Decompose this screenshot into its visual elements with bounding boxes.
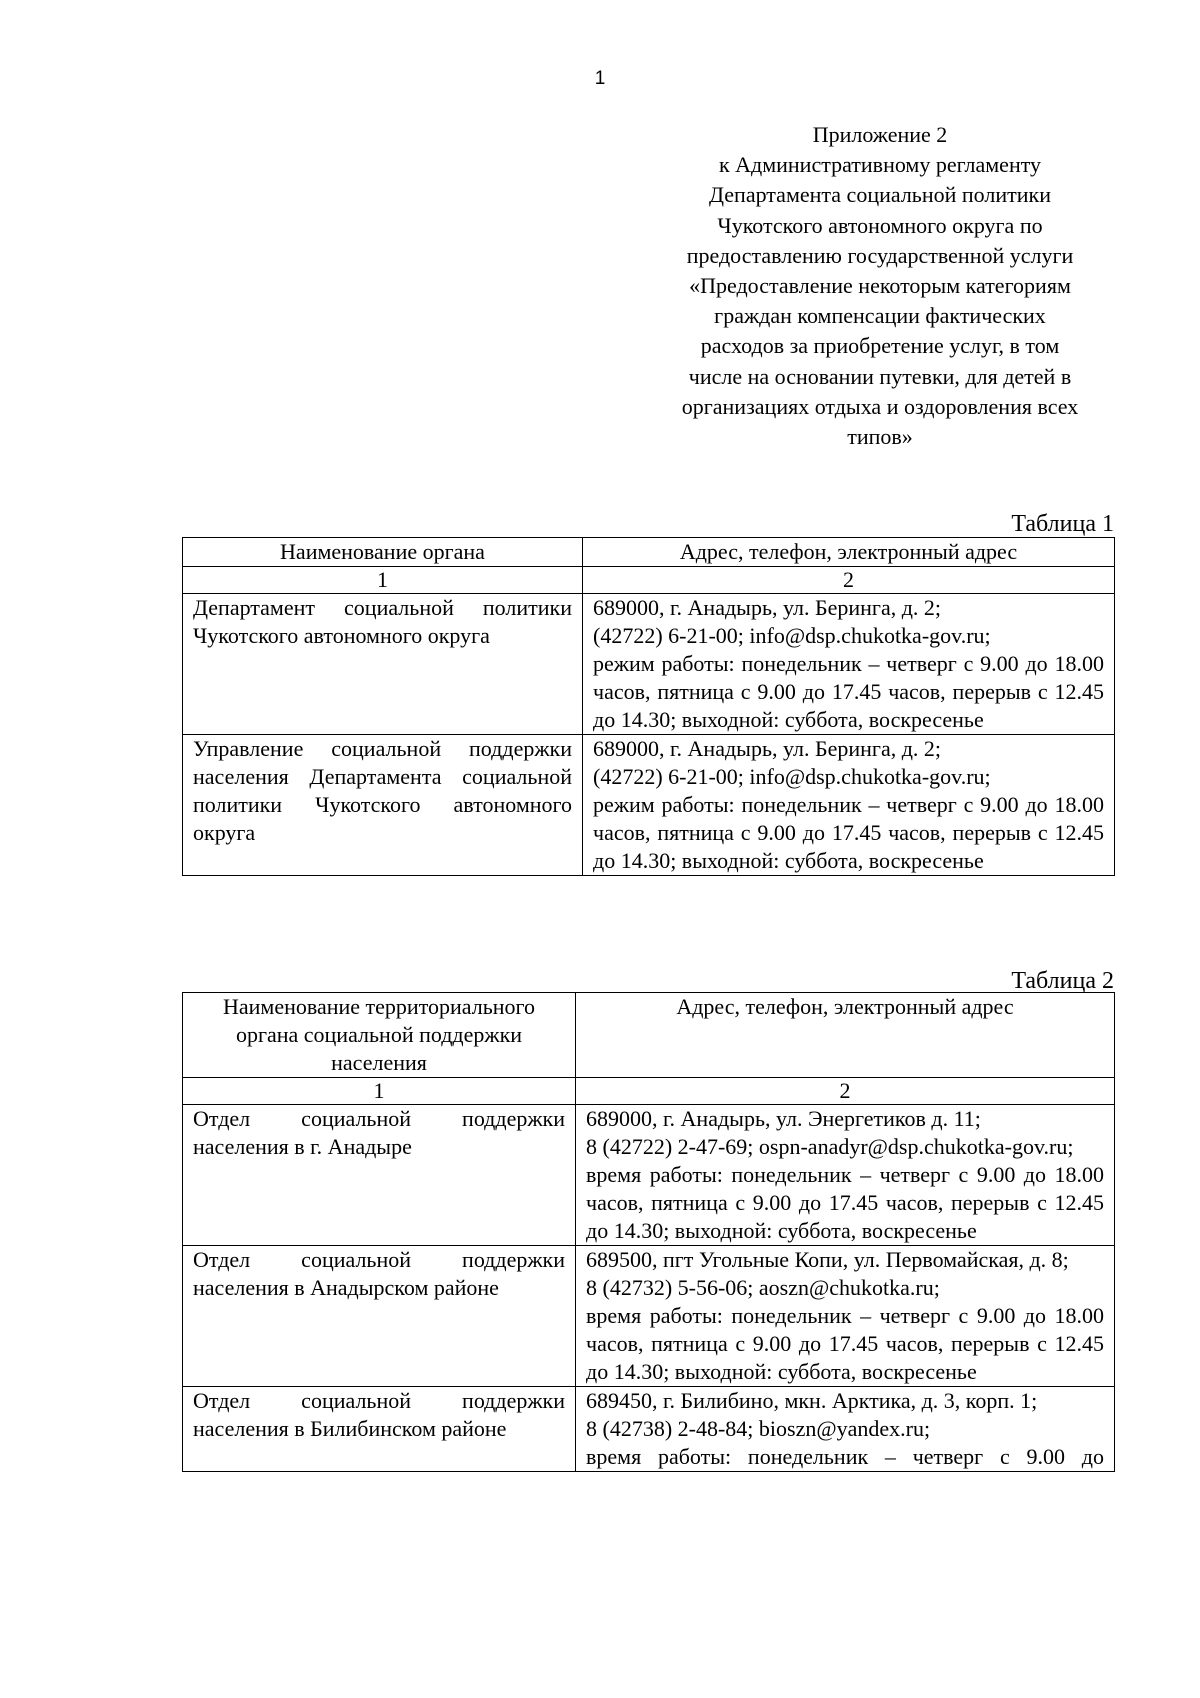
table1-caption: Таблица 1 (1011, 511, 1114, 537)
table2-caption: Таблица 2 (1011, 968, 1114, 994)
table2 (182, 992, 1115, 1472)
column-number: 2 (583, 567, 1115, 594)
appendix-line: организациях отдыха и оздоровления всех (681, 393, 1079, 419)
table1 (182, 537, 1115, 876)
appendix-line: предоставлению государственной услуги (686, 242, 1074, 268)
organ-schedule: время работы: понедельник – четверг с 9.00 до 18.00 часов, пятница с 9.00 до 17.45 часов, перерыв с 12.45 до 14.30; выходной: суббота, воскресенье (586, 1162, 1104, 1243)
table-number-row (183, 1078, 1115, 1105)
appendix-line: Чукотского автономного округа по (717, 212, 1043, 238)
appendix-line: расходов за приобретение услуг, в том (700, 333, 1060, 359)
organ-phone-email: (42722) 6-21-00; info@dsp.chukotka-gov.ru; (593, 623, 991, 648)
table-header-row (183, 993, 1115, 1078)
column-number: 1 (183, 1078, 576, 1105)
page-number: 1 (594, 68, 606, 89)
header-cell-contacts: Адрес, телефон, электронный адрес (583, 538, 1115, 567)
organ-name: Управление социальной поддержки населения Департамента социальной политики Чукотского автономного округа (183, 735, 583, 876)
organ-phone-email: (42722) 6-21-00; info@dsp.chukotka-gov.ru; (593, 764, 991, 789)
table-row (183, 594, 1115, 735)
organ-phone-email: 8 (42738) 2-48-84; bioszn@yandex.ru; (586, 1416, 931, 1441)
organ-contacts (576, 1387, 1115, 1472)
column-number: 1 (183, 567, 583, 594)
organ-name: Отдел социальной поддержки населения в Анадырском районе (183, 1246, 576, 1387)
organ-name: Отдел социальной поддержки населения в г. Анадыре (183, 1105, 576, 1246)
organ-address: 689000, г. Анадырь, ул. Энергетиков д. 11; (586, 1106, 981, 1131)
organ-schedule: время работы: понедельник – четверг с 9.00 до 18.00 часов, пятница с 9.00 до 17.45 часов, перерыв с 12.45 до 14.30; выходной: суббота, воскресенье (586, 1303, 1104, 1384)
appendix-line: числе на основании путевки, для детей в (688, 363, 1072, 389)
organ-contacts (576, 1105, 1115, 1246)
header-cell-contacts: Адрес, телефон, электронный адрес (576, 993, 1115, 1078)
appendix-heading (650, 120, 1110, 452)
organ-schedule: режим работы: понедельник – четверг с 9.00 до 18.00 часов, пятница с 9.00 до 17.45 часов, перерыв с 12.45 до 14.30; выходной: суббота, воскресенье (593, 792, 1104, 873)
table-number-row (183, 567, 1115, 594)
organ-contacts (576, 1246, 1115, 1387)
organ-address: 689000, г. Анадырь, ул. Беринга, д. 2; (593, 595, 942, 620)
column-number: 2 (576, 1078, 1115, 1105)
appendix-line: граждан компенсации фактических (714, 303, 1046, 329)
organ-contacts (583, 735, 1115, 876)
header-cell-name: Наименование органа (183, 538, 583, 567)
table-row (183, 1105, 1115, 1246)
organ-phone-email: 8 (42732) 5-56-06; aoszn@chukotka.ru; (586, 1275, 940, 1300)
organ-name: Департамент социальной политики Чукотского автономного округа (183, 594, 583, 735)
organ-address: 689500, пгт Угольные Копи, ул. Первомайская, д. 8; (586, 1247, 1069, 1272)
header-cell-name: Наименование территориального органа социальной поддержки населения (183, 993, 576, 1078)
organ-contacts (583, 594, 1115, 735)
appendix-line: типов» (847, 424, 913, 450)
table-header-row (183, 538, 1115, 567)
table-row (183, 1387, 1115, 1472)
table-row (183, 1246, 1115, 1387)
appendix-line: Департамента социальной политики (709, 182, 1051, 208)
organ-address: 689000, г. Анадырь, ул. Беринга, д. 2; (593, 736, 942, 761)
appendix-line: Приложение 2 (812, 122, 948, 147)
organ-schedule: время работы: понедельник – четверг с 9.00 до (586, 1444, 1104, 1469)
organ-phone-email: 8 (42722) 2-47-69; ospn-anadyr@dsp.chukotka-gov.ru; (586, 1134, 1074, 1159)
appendix-line: «Предоставление некоторым категориям (689, 273, 1071, 299)
appendix-line: к Административному регламенту (718, 152, 1042, 178)
table-row (183, 735, 1115, 876)
organ-schedule: режим работы: понедельник – четверг с 9.00 до 18.00 часов, пятница с 9.00 до 17.45 часов, перерыв с 12.45 до 14.30; выходной: суббота, воскресенье (593, 651, 1104, 732)
organ-name: Отдел социальной поддержки населения в Билибинском районе (183, 1387, 576, 1472)
organ-address: 689450, г. Билибино, мкн. Арктика, д. 3, корп. 1; (586, 1388, 1038, 1413)
